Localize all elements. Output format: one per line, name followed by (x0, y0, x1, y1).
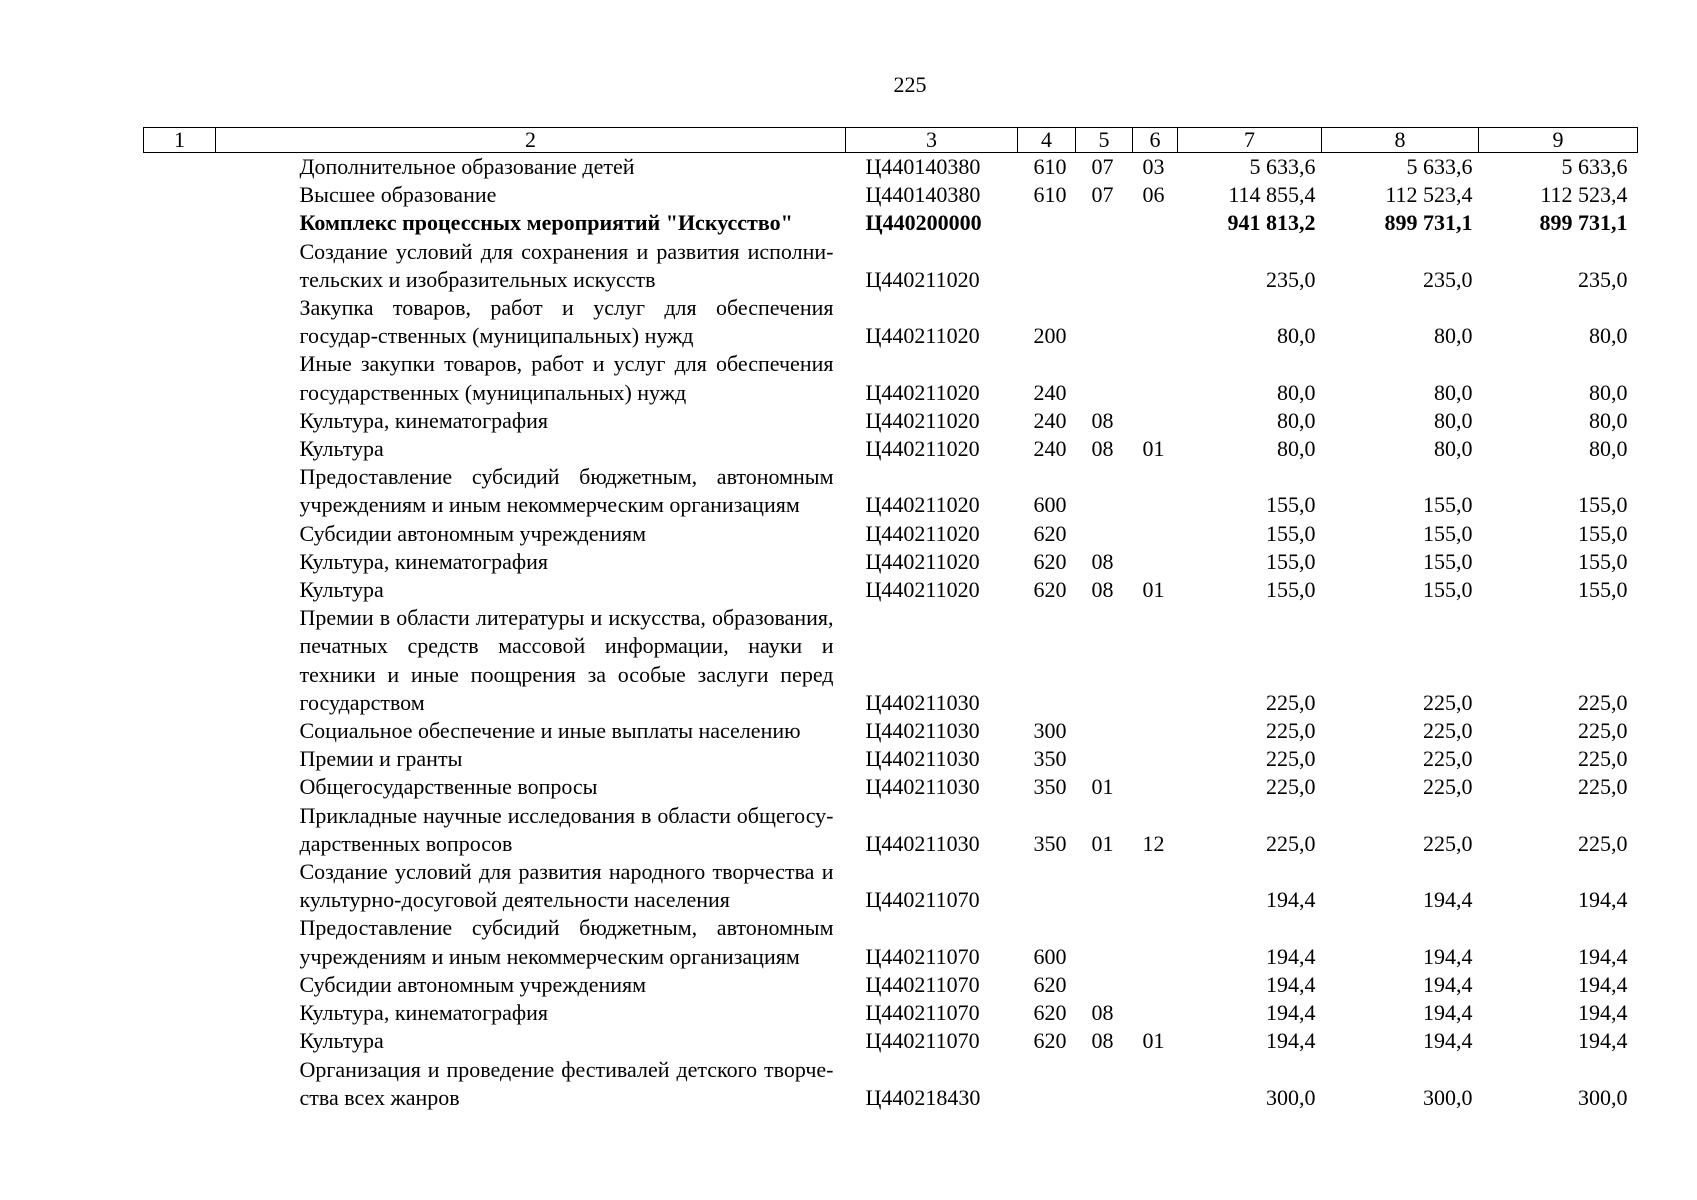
row-code: Ц440218430 (865, 1084, 981, 1110)
page-number: 225 (893, 72, 927, 97)
table-body (144, 153, 1638, 1112)
row-section: 08 (1091, 548, 1114, 574)
row-amount-col7: 225,0 (1266, 689, 1316, 715)
row-description: Субсидии автономным учреждениям (299, 520, 647, 546)
row-amount-col8: 194,4 (1423, 887, 1473, 913)
row-description: Предоставление субсидий бюджетным, автономным учреждениям и иным некоммерческим организациям (299, 464, 834, 518)
empty-cell (144, 1056, 216, 1112)
row-amount-col8: 80,0 (1434, 379, 1473, 405)
row-amount-col8: 80,0 (1434, 323, 1473, 349)
row-subsection: 12 (1142, 830, 1165, 856)
empty-cell (144, 999, 216, 1027)
row-code: Ц440200000 (865, 210, 982, 236)
row-amount-col7: 155,0 (1266, 577, 1316, 603)
table-row (144, 717, 1638, 745)
row-expense-type: 240 (1033, 379, 1067, 405)
row-expense-type: 200 (1033, 323, 1067, 349)
row-amount-col7: 941 813,2 (1227, 210, 1316, 236)
row-amount-col9: 155,0 (1578, 520, 1628, 546)
row-section (1076, 914, 1133, 970)
empty-cell (144, 238, 216, 294)
empty-cell (144, 576, 216, 604)
row-amount-col7: 80,0 (1277, 379, 1316, 405)
empty-cell (144, 1027, 216, 1055)
row-amount-col9: 225,0 (1578, 830, 1628, 856)
row-amount-col9: 899 731,1 (1539, 210, 1628, 236)
row-amount-col9: 225,0 (1578, 718, 1628, 744)
row-amount-col8: 112 523,4 (1385, 182, 1473, 208)
row-subsection (1133, 999, 1178, 1027)
row-amount-col8: 80,0 (1434, 436, 1473, 462)
column-header-7: 7 (1178, 128, 1322, 153)
row-amount-col8: 80,0 (1434, 407, 1473, 433)
row-amount-col8: 235,0 (1423, 266, 1473, 292)
row-code: Ц440211020 (865, 323, 980, 349)
row-code: Ц440211070 (865, 943, 980, 969)
row-expense-type (1018, 604, 1076, 717)
row-code: Ц440211020 (865, 407, 980, 433)
row-subsection (1133, 717, 1178, 745)
table-row (144, 520, 1638, 548)
row-subsection (1133, 294, 1178, 350)
empty-cell (144, 548, 216, 576)
row-expense-type (1018, 1056, 1076, 1112)
row-amount-col9: 225,0 (1578, 746, 1628, 772)
row-amount-col9: 155,0 (1578, 577, 1628, 603)
row-amount-col7: 155,0 (1266, 520, 1316, 546)
row-description: Комплекс процессных мероприятий "Искусство" (299, 210, 793, 236)
row-amount-col8: 225,0 (1423, 830, 1473, 856)
row-code: Ц440211030 (865, 689, 980, 715)
row-amount-col7: 194,4 (1266, 943, 1316, 969)
row-amount-col7: 225,0 (1266, 746, 1316, 772)
row-amount-col7: 225,0 (1266, 718, 1316, 744)
row-subsection: 01 (1142, 1028, 1165, 1054)
row-expense-type: 240 (1033, 436, 1067, 462)
table-row (144, 548, 1638, 576)
empty-cell (144, 294, 216, 350)
row-amount-col9: 80,0 (1589, 379, 1628, 405)
row-subsection (1133, 858, 1178, 914)
row-amount-col7: 194,4 (1266, 1000, 1316, 1026)
row-subsection (1133, 463, 1178, 519)
column-header-6: 6 (1133, 128, 1178, 153)
row-description: Культура, кинематография (299, 1000, 549, 1026)
row-code: Ц440211020 (865, 577, 980, 603)
row-amount-col8: 194,4 (1423, 1028, 1473, 1054)
row-amount-col9: 80,0 (1589, 323, 1628, 349)
column-header-8: 8 (1322, 128, 1479, 153)
row-code: Ц440211030 (865, 774, 980, 800)
row-amount-col9: 80,0 (1589, 407, 1628, 433)
row-code: Ц440211030 (865, 830, 980, 856)
column-header-4: 4 (1018, 128, 1076, 153)
row-section (1076, 294, 1133, 350)
row-subsection (1133, 1056, 1178, 1112)
row-amount-col8: 225,0 (1423, 746, 1473, 772)
row-description: Культура (299, 436, 384, 462)
row-amount-col8: 5 633,6 (1406, 154, 1473, 179)
row-code: Ц440211020 (865, 548, 980, 574)
table-row (144, 858, 1638, 914)
row-amount-col8: 225,0 (1423, 718, 1473, 744)
row-description: Социальное обеспечение и иные выплаты населению (299, 718, 801, 744)
row-amount-col7: 155,0 (1266, 548, 1316, 574)
table-row (144, 407, 1638, 435)
table-row (144, 745, 1638, 773)
row-amount-col8: 155,0 (1423, 548, 1473, 574)
row-amount-col7: 5 633,6 (1249, 154, 1316, 179)
column-header-2: 2 (216, 128, 846, 153)
row-description: Общегосударственные вопросы (299, 774, 598, 800)
row-amount-col8: 300,0 (1423, 1084, 1473, 1110)
row-section (1076, 717, 1133, 745)
row-subsection (1133, 971, 1178, 999)
row-section (1076, 350, 1133, 406)
table-row (144, 576, 1638, 604)
row-section: 01 (1091, 830, 1114, 856)
table-row (144, 181, 1638, 209)
row-section: 07 (1091, 182, 1114, 208)
empty-cell (144, 604, 216, 717)
row-code: Ц440211020 (865, 520, 980, 546)
row-subsection (1133, 520, 1178, 548)
row-section (1076, 858, 1133, 914)
column-number-header-row (144, 128, 1638, 153)
table-row (144, 773, 1638, 801)
row-expense-type (1018, 858, 1076, 914)
table-row (144, 209, 1638, 237)
row-amount-col9: 194,4 (1578, 943, 1628, 969)
row-section (1076, 1056, 1133, 1112)
empty-cell (144, 858, 216, 914)
row-section (1076, 463, 1133, 519)
empty-cell (144, 971, 216, 999)
row-description: Высшее образование (299, 182, 497, 208)
row-expense-type: 620 (1033, 1028, 1067, 1054)
row-code: Ц440211070 (865, 887, 980, 913)
row-subsection (1133, 773, 1178, 801)
empty-cell (144, 407, 216, 435)
row-code: Ц440211070 (865, 971, 980, 997)
row-code: Ц440211020 (865, 266, 980, 292)
budget-table (143, 127, 1638, 1112)
row-subsection: 01 (1142, 436, 1165, 462)
row-amount-col9: 194,4 (1578, 1028, 1628, 1054)
row-subsection (1133, 238, 1178, 294)
empty-cell (144, 153, 216, 182)
row-amount-col9: 194,4 (1578, 971, 1628, 997)
table-row (144, 1027, 1638, 1055)
row-code: Ц440211020 (865, 379, 980, 405)
row-expense-type: 350 (1033, 830, 1067, 856)
row-section: 08 (1091, 436, 1114, 462)
row-code: Ц440211020 (865, 436, 980, 462)
row-expense-type: 300 (1033, 718, 1067, 744)
row-expense-type: 620 (1033, 971, 1067, 997)
row-amount-col7: 80,0 (1277, 436, 1316, 462)
row-subsection: 03 (1142, 154, 1165, 179)
row-section: 08 (1091, 1000, 1114, 1026)
row-amount-col9: 80,0 (1589, 436, 1628, 462)
row-subsection: 01 (1142, 577, 1165, 603)
row-amount-col8: 194,4 (1423, 1000, 1473, 1026)
row-code: Ц440211070 (865, 1028, 980, 1054)
row-description: Премии в области литературы и искусства, образования, печатных средств массовой информации, науки и техники и иные поощрения за особые заслуги перед государством (299, 605, 834, 715)
row-amount-col7: 114 855,4 (1228, 182, 1316, 208)
row-description: Создание условий для развития народного творчества и культурно-досуговой деятельности населения (299, 859, 834, 913)
row-expense-type: 610 (1033, 182, 1067, 208)
row-description: Культура, кинематография (299, 548, 549, 574)
table-row (144, 999, 1638, 1027)
row-description: Создание условий для сохранения и развития исполни-тельских и изобразительных искусств (299, 238, 834, 292)
row-amount-col7: 194,4 (1266, 971, 1316, 997)
table-row (144, 604, 1638, 717)
row-subsection (1133, 548, 1178, 576)
row-amount-col8: 155,0 (1423, 577, 1473, 603)
table-row (144, 971, 1638, 999)
row-code: Ц440140380 (865, 182, 981, 208)
row-expense-type: 600 (1033, 943, 1067, 969)
row-amount-col9: 5 633,6 (1561, 154, 1628, 179)
table-row (144, 463, 1638, 519)
table-row (144, 802, 1638, 858)
row-expense-type: 240 (1033, 407, 1067, 433)
empty-cell (144, 520, 216, 548)
column-header-5: 5 (1076, 128, 1133, 153)
row-amount-col7: 194,4 (1266, 1028, 1316, 1054)
row-subsection (1133, 209, 1178, 237)
row-subsection (1133, 407, 1178, 435)
row-expense-type: 600 (1033, 492, 1067, 518)
row-amount-col9: 194,4 (1578, 887, 1628, 913)
table-row (144, 435, 1638, 463)
table-row (144, 238, 1638, 294)
row-amount-col7: 225,0 (1266, 774, 1316, 800)
row-amount-col7: 80,0 (1277, 323, 1316, 349)
row-expense-type (1018, 209, 1076, 237)
row-description: Прикладные научные исследования в области общегосу-дарственных вопросов (299, 802, 834, 856)
row-expense-type: 620 (1033, 577, 1067, 603)
empty-cell (144, 181, 216, 209)
row-code: Ц440211030 (865, 746, 980, 772)
row-subsection (1133, 745, 1178, 773)
empty-cell (144, 914, 216, 970)
row-expense-type: 620 (1033, 520, 1067, 546)
row-code: Ц440211030 (865, 718, 980, 744)
row-expense-type: 350 (1033, 774, 1067, 800)
row-amount-col8: 225,0 (1423, 689, 1473, 715)
row-description: Субсидии автономным учреждениям (299, 971, 647, 997)
row-amount-col9: 112 523,4 (1540, 182, 1628, 208)
row-code: Ц440140380 (865, 154, 981, 179)
row-section: 08 (1091, 407, 1114, 433)
row-description: Организация и проведение фестивалей детского творче-ства всех жанров (299, 1056, 834, 1110)
row-amount-col7: 80,0 (1277, 407, 1316, 433)
row-description: Культура (299, 1028, 384, 1054)
table-row (144, 153, 1638, 182)
row-description: Предоставление субсидий бюджетным, автономным учреждениям и иным некоммерческим организациям (299, 915, 834, 969)
row-amount-col8: 194,4 (1423, 943, 1473, 969)
row-amount-col8: 155,0 (1423, 492, 1473, 518)
row-expense-type: 620 (1033, 548, 1067, 574)
empty-cell (144, 209, 216, 237)
row-description: Дополнительное образование детей (299, 154, 635, 179)
empty-cell (144, 463, 216, 519)
row-section: 08 (1091, 577, 1114, 603)
table-row (144, 294, 1638, 350)
row-amount-col9: 155,0 (1578, 548, 1628, 574)
row-code: Ц440211070 (865, 1000, 980, 1026)
row-subsection (1133, 350, 1178, 406)
table-row (144, 350, 1638, 406)
row-section: 08 (1091, 1028, 1114, 1054)
row-amount-col8: 899 731,1 (1384, 210, 1473, 236)
row-amount-col8: 225,0 (1423, 774, 1473, 800)
row-amount-col9: 155,0 (1578, 492, 1628, 518)
row-amount-col9: 194,4 (1578, 1000, 1628, 1026)
column-header-3: 3 (846, 128, 1018, 153)
row-amount-col7: 194,4 (1266, 887, 1316, 913)
row-amount-col8: 194,4 (1423, 971, 1473, 997)
row-expense-type (1018, 238, 1076, 294)
column-header-9: 9 (1479, 128, 1638, 153)
row-section (1076, 520, 1133, 548)
empty-cell (144, 717, 216, 745)
row-amount-col9: 300,0 (1578, 1084, 1628, 1110)
row-amount-col7: 300,0 (1266, 1084, 1316, 1110)
row-section (1076, 745, 1133, 773)
row-section (1076, 209, 1133, 237)
empty-cell (144, 745, 216, 773)
row-description: Премии и гранты (299, 746, 463, 772)
row-description: Закупка товаров, работ и услуг для обеспечения государ-ственных (муниципальных) нужд (299, 295, 834, 349)
row-expense-type: 350 (1033, 746, 1067, 772)
table-row (144, 914, 1638, 970)
column-header-1: 1 (144, 128, 216, 153)
row-subsection (1133, 914, 1178, 970)
row-section: 07 (1091, 154, 1114, 179)
row-section: 01 (1091, 774, 1114, 800)
row-description: Культура, кинематография (299, 407, 549, 433)
row-section (1076, 604, 1133, 717)
row-amount-col9: 235,0 (1578, 266, 1628, 292)
row-amount-col7: 225,0 (1266, 830, 1316, 856)
empty-cell (144, 350, 216, 406)
row-expense-type: 620 (1033, 1000, 1067, 1026)
row-expense-type: 610 (1033, 154, 1067, 179)
empty-cell (144, 773, 216, 801)
row-code: Ц440211020 (865, 492, 980, 518)
row-description: Иные закупки товаров, работ и услуг для обеспечения государственных (муниципальных) нужд (299, 351, 834, 405)
row-amount-col9: 225,0 (1578, 774, 1628, 800)
table-row (144, 1056, 1638, 1112)
row-amount-col7: 155,0 (1266, 492, 1316, 518)
empty-cell (144, 802, 216, 858)
row-amount-col8: 155,0 (1423, 520, 1473, 546)
row-amount-col9: 225,0 (1578, 689, 1628, 715)
row-subsection: 06 (1142, 182, 1165, 208)
empty-cell (144, 435, 216, 463)
row-section (1076, 238, 1133, 294)
row-section (1076, 971, 1133, 999)
row-description: Культура (299, 577, 384, 603)
row-subsection (1133, 604, 1178, 717)
row-amount-col7: 235,0 (1266, 266, 1316, 292)
